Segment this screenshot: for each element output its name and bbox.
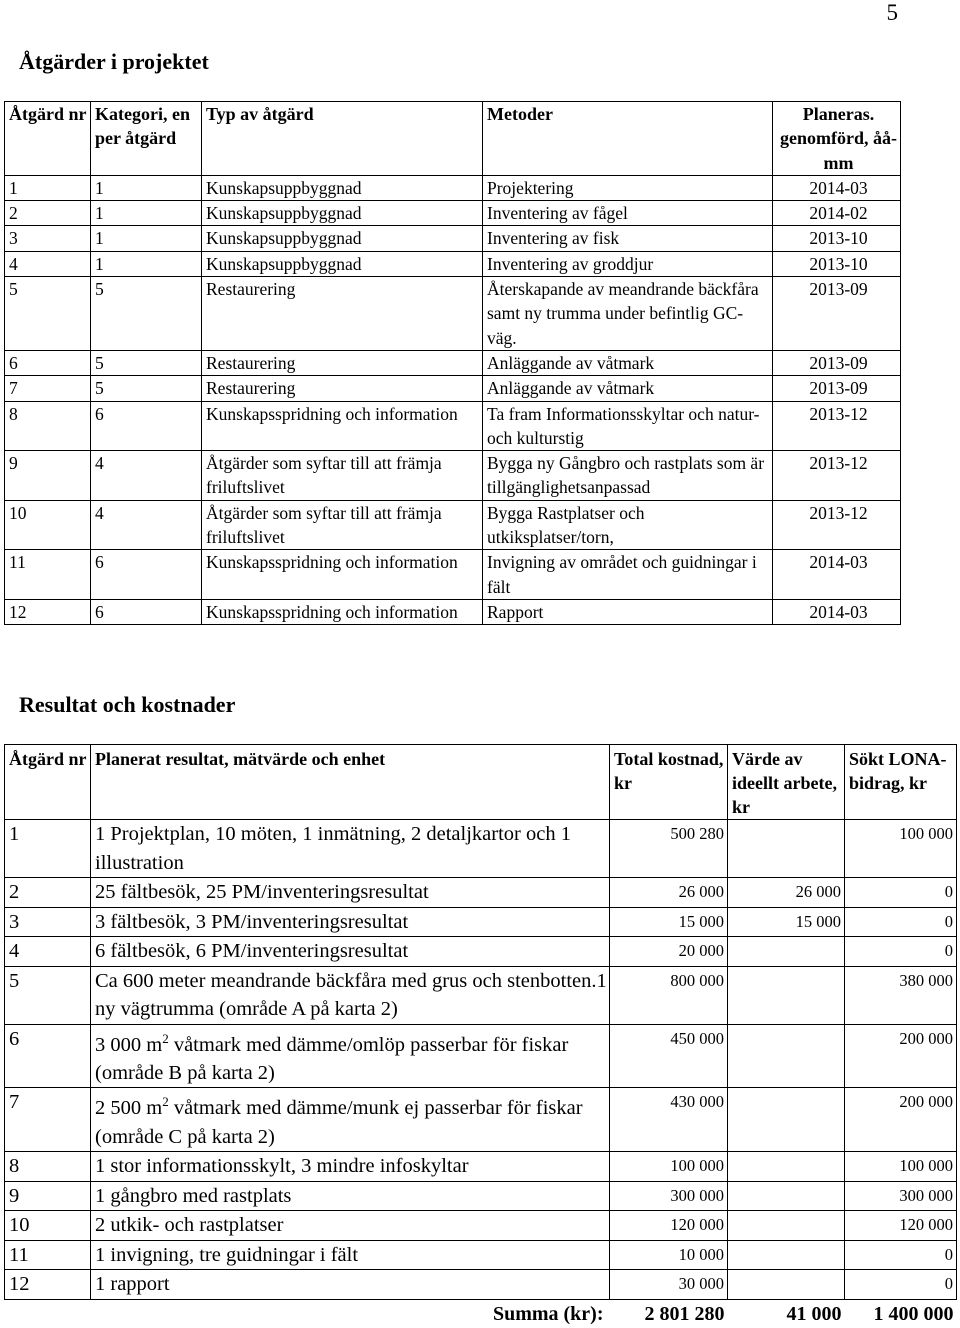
cell-typ: Åtgärder som syftar till att främja friluftslivet xyxy=(202,500,483,550)
col-header-metoder: Metoder xyxy=(483,102,773,176)
cell-resultat: 1 Projektplan, 10 möten, 1 inmätning, 2 detaljkartor och 1 illustration xyxy=(91,820,610,878)
resultat-table xyxy=(4,744,957,1328)
table-row xyxy=(5,599,901,624)
cell-lona: 200 000 xyxy=(845,1024,957,1088)
cell-resultat xyxy=(91,1088,610,1152)
cell-nr: 8 xyxy=(5,401,91,451)
cell-datum: 2014-03 xyxy=(773,175,901,200)
cell-typ: Åtgärder som syftar till att främja friluftslivet xyxy=(202,451,483,501)
cell-total: 10 000 xyxy=(610,1240,728,1270)
cell-typ: Restaurering xyxy=(202,277,483,351)
cell-resultat: 1 invigning, tre guidningar i fält xyxy=(91,1240,610,1270)
cell-ideellt xyxy=(728,820,845,878)
cell-datum: 2013-12 xyxy=(773,451,901,501)
table-row xyxy=(5,376,901,401)
cell-kategori: 6 xyxy=(91,401,202,451)
col-header-kategori: Kategori, en per åtgärd xyxy=(91,102,202,176)
cell-resultat xyxy=(91,1024,610,1088)
cell-kategori: 5 xyxy=(91,350,202,375)
cell-datum: 2013-09 xyxy=(773,277,901,351)
cell-kategori: 1 xyxy=(91,175,202,200)
cell-metod: Inventering av fågel xyxy=(483,201,773,226)
cell-kategori: 1 xyxy=(91,251,202,276)
cell-lona: 0 xyxy=(845,1270,957,1300)
sum-total: 2 801 280 xyxy=(610,1299,728,1328)
sum-label: Summa (kr): xyxy=(5,1299,610,1328)
section-heading-resultat: Resultat och kostnader xyxy=(19,692,235,718)
cell-nr: 6 xyxy=(5,350,91,375)
cell-datum: 2013-10 xyxy=(773,251,901,276)
table-row xyxy=(5,966,957,1024)
cell-metod: Rapport xyxy=(483,599,773,624)
resultat-text-a: 2 500 m xyxy=(95,1097,162,1119)
table-header-row xyxy=(5,745,957,820)
cell-total: 450 000 xyxy=(610,1024,728,1088)
cell-datum: 2013-09 xyxy=(773,350,901,375)
cell-metod: Inventering av fisk xyxy=(483,226,773,251)
cell-nr: 11 xyxy=(5,1240,91,1270)
cell-total: 800 000 xyxy=(610,966,728,1024)
cell-ideellt xyxy=(728,1240,845,1270)
cell-kategori: 6 xyxy=(91,550,202,600)
cell-resultat: 1 stor informationsskylt, 3 mindre infoskyltar xyxy=(91,1152,610,1182)
cell-nr: 6 xyxy=(5,1024,91,1088)
cell-resultat: 1 rapport xyxy=(91,1270,610,1300)
cell-datum: 2014-03 xyxy=(773,550,901,600)
unit-superscript: 2 xyxy=(162,1094,169,1109)
table-row xyxy=(5,401,901,451)
cell-nr: 5 xyxy=(5,277,91,351)
cell-resultat: 25 fältbesök, 25 PM/inventeringsresultat xyxy=(91,878,610,908)
cell-typ: Kunskapsspridning och information xyxy=(202,550,483,600)
cell-total: 300 000 xyxy=(610,1181,728,1211)
cell-ideellt xyxy=(728,937,845,967)
sum-row xyxy=(5,1299,957,1328)
col-header-planeras: Planeras. genomförd, åå-mm xyxy=(773,102,901,176)
cell-lona: 120 000 xyxy=(845,1211,957,1241)
cell-lona: 200 000 xyxy=(845,1088,957,1152)
cell-lona: 380 000 xyxy=(845,966,957,1024)
col-header-lona: Sökt LONA-bidrag, kr xyxy=(845,745,957,820)
cell-nr: 10 xyxy=(5,500,91,550)
table-row xyxy=(5,251,901,276)
cell-typ: Kunskapsuppbyggnad xyxy=(202,201,483,226)
cell-metod: Invigning av området och guidningar i fält xyxy=(483,550,773,600)
cell-kategori: 1 xyxy=(91,201,202,226)
table-header-row xyxy=(5,102,901,176)
section-heading-atgarder: Åtgärder i projektet xyxy=(19,49,209,75)
cell-total: 430 000 xyxy=(610,1088,728,1152)
cell-typ: Kunskapsspridning och information xyxy=(202,401,483,451)
cell-resultat: 1 gångbro med rastplats xyxy=(91,1181,610,1211)
cell-nr: 7 xyxy=(5,376,91,401)
cell-metod: Ta fram Informationsskyltar och natur- och kulturstig xyxy=(483,401,773,451)
atgarder-table-body xyxy=(5,175,901,624)
cell-nr: 7 xyxy=(5,1088,91,1152)
cell-lona: 0 xyxy=(845,907,957,937)
cell-nr: 4 xyxy=(5,251,91,276)
cell-total: 120 000 xyxy=(610,1211,728,1241)
cell-kategori: 6 xyxy=(91,599,202,624)
cell-metod: Inventering av groddjur xyxy=(483,251,773,276)
table-row xyxy=(5,1152,957,1182)
table-row xyxy=(5,201,901,226)
sum-ideellt: 41 000 xyxy=(728,1299,845,1328)
table-row xyxy=(5,878,957,908)
cell-datum: 2013-10 xyxy=(773,226,901,251)
table-row xyxy=(5,820,957,878)
cell-datum: 2014-02 xyxy=(773,201,901,226)
table-row xyxy=(5,907,957,937)
cell-nr: 2 xyxy=(5,201,91,226)
cell-ideellt xyxy=(728,1024,845,1088)
col-header-typ: Typ av åtgärd xyxy=(202,102,483,176)
col-header-resultat: Planerat resultat, mätvärde och enhet xyxy=(91,745,610,820)
table-row xyxy=(5,1211,957,1241)
table-row xyxy=(5,226,901,251)
cell-datum: 2013-12 xyxy=(773,500,901,550)
cell-total: 100 000 xyxy=(610,1152,728,1182)
table-row xyxy=(5,1270,957,1300)
cell-lona: 0 xyxy=(845,937,957,967)
col-header-nr: Åtgärd nr xyxy=(5,745,91,820)
cell-metod: Projektering xyxy=(483,175,773,200)
table-row xyxy=(5,937,957,967)
cell-metod: Bygga Rastplatser och utkiksplatser/torn, xyxy=(483,500,773,550)
cell-ideellt xyxy=(728,1088,845,1152)
cell-ideellt xyxy=(728,966,845,1024)
cell-ideellt xyxy=(728,1270,845,1300)
cell-typ: Restaurering xyxy=(202,376,483,401)
cell-datum: 2013-09 xyxy=(773,376,901,401)
page-number: 5 xyxy=(887,0,899,26)
cell-lona: 0 xyxy=(845,1240,957,1270)
table-row xyxy=(5,451,901,501)
sum-lona: 1 400 000 xyxy=(845,1299,957,1328)
cell-total: 15 000 xyxy=(610,907,728,937)
cell-resultat: 3 fältbesök, 3 PM/inventeringsresultat xyxy=(91,907,610,937)
cell-typ: Restaurering xyxy=(202,350,483,375)
cell-kategori: 1 xyxy=(91,226,202,251)
cell-nr: 11 xyxy=(5,550,91,600)
cell-ideellt xyxy=(728,1181,845,1211)
cell-nr: 1 xyxy=(5,175,91,200)
cell-kategori: 5 xyxy=(91,376,202,401)
table-row xyxy=(5,1240,957,1270)
cell-nr: 12 xyxy=(5,599,91,624)
cell-nr: 9 xyxy=(5,1181,91,1211)
table-row xyxy=(5,350,901,375)
atgarder-table xyxy=(4,101,901,625)
col-header-ideellt: Värde av ideellt arbete, kr xyxy=(728,745,845,820)
cell-nr: 8 xyxy=(5,1152,91,1182)
cell-datum: 2014-03 xyxy=(773,599,901,624)
cell-ideellt: 26 000 xyxy=(728,878,845,908)
cell-datum: 2013-12 xyxy=(773,401,901,451)
table-row xyxy=(5,175,901,200)
cell-kategori: 4 xyxy=(91,500,202,550)
cell-typ: Kunskapsuppbyggnad xyxy=(202,251,483,276)
resultat-text-a: 3 000 m xyxy=(95,1033,162,1055)
cell-resultat: Ca 600 meter meandrande bäckfåra med grus och stenbotten.1 ny vägtrumma (område A på karta 2) xyxy=(91,966,610,1024)
cell-typ: Kunskapsuppbyggnad xyxy=(202,226,483,251)
table-row xyxy=(5,277,901,351)
cell-typ: Kunskapsuppbyggnad xyxy=(202,175,483,200)
cell-kategori: 4 xyxy=(91,451,202,501)
cell-kategori: 5 xyxy=(91,277,202,351)
cell-lona: 100 000 xyxy=(845,1152,957,1182)
cell-total: 26 000 xyxy=(610,878,728,908)
cell-nr: 10 xyxy=(5,1211,91,1241)
resultat-text-b: våtmark med dämme/munk ej passerbar för fiskar (område C på karta 2) xyxy=(95,1097,583,1148)
table-row xyxy=(5,500,901,550)
table-row xyxy=(5,550,901,600)
cell-ideellt xyxy=(728,1152,845,1182)
cell-typ: Kunskapsspridning och information xyxy=(202,599,483,624)
cell-ideellt: 15 000 xyxy=(728,907,845,937)
cell-nr: 9 xyxy=(5,451,91,501)
cell-metod: Bygga ny Gångbro och rastplats som är tillgänglighetsanpassad xyxy=(483,451,773,501)
cell-nr: 5 xyxy=(5,966,91,1024)
cell-total: 30 000 xyxy=(610,1270,728,1300)
table-row xyxy=(5,1088,957,1152)
cell-metod: Anläggande av våtmark xyxy=(483,350,773,375)
cell-nr: 1 xyxy=(5,820,91,878)
cell-nr: 2 xyxy=(5,878,91,908)
table-row xyxy=(5,1181,957,1211)
cell-nr: 12 xyxy=(5,1270,91,1300)
cell-nr: 3 xyxy=(5,226,91,251)
cell-ideellt xyxy=(728,1211,845,1241)
unit-superscript: 2 xyxy=(162,1031,169,1046)
resultat-text-b: våtmark med dämme/omlöp passerbar för fiskar (område B på karta 2) xyxy=(95,1033,568,1084)
cell-lona: 100 000 xyxy=(845,820,957,878)
col-header-total: Total kostnad, kr xyxy=(610,745,728,820)
cell-nr: 3 xyxy=(5,907,91,937)
cell-metod: Återskapande av meandrande bäckfåra samt ny trumma under befintlig GC-väg. xyxy=(483,277,773,351)
cell-nr: 4 xyxy=(5,937,91,967)
cell-total: 20 000 xyxy=(610,937,728,967)
resultat-table-body xyxy=(5,820,957,1328)
cell-metod: Anläggande av våtmark xyxy=(483,376,773,401)
cell-resultat: 2 utkik- och rastplatser xyxy=(91,1211,610,1241)
cell-lona: 300 000 xyxy=(845,1181,957,1211)
cell-total: 500 280 xyxy=(610,820,728,878)
cell-resultat: 6 fältbesök, 6 PM/inventeringsresultat xyxy=(91,937,610,967)
col-header-nr: Åtgärd nr xyxy=(5,102,91,176)
table-row xyxy=(5,1024,957,1088)
cell-lona: 0 xyxy=(845,878,957,908)
